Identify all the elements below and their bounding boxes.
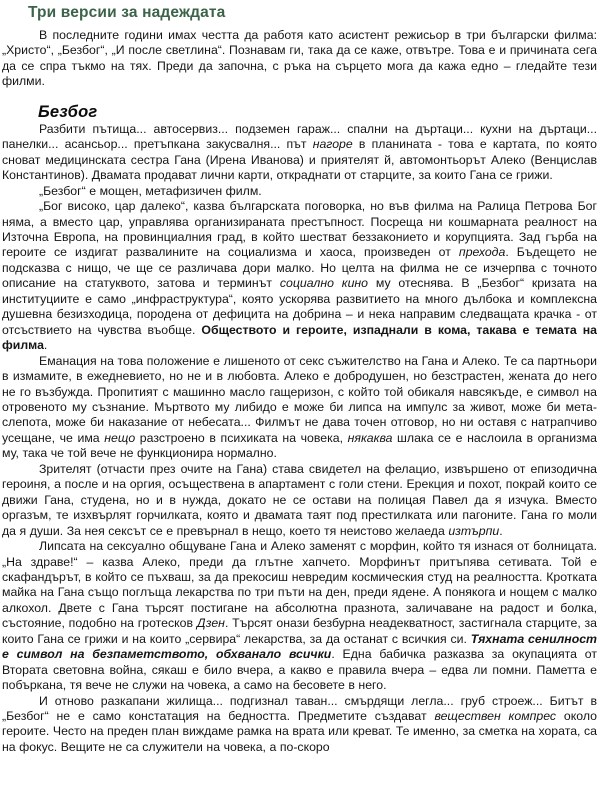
text-run: Зрителят (отчасти през очите на Гана) става свидетел на фелацио, извършено от епизодична героиня, а после и на оргия, осъществена в апартамент с голи стени. Ерекция и похот, покрай които се движи Гана, студена, но и в нужда, докато не се остави на полицая Павел да я изчука. Вместо оргазъм, те изхвърлят горчилката, която и двамата таят под престилката или пагоните. Гана го моли да я души. За нея сексът се е превърнал в нещо, което тя неистово желаеда <box>2 461 597 538</box>
paragraph-bezbog-5 <box>2 462 597 539</box>
text-run: . <box>499 523 503 538</box>
emphasis-veshtestven-kompres: веществен компрес <box>434 709 557 724</box>
emphasis-prehoda: прехода <box>458 245 506 260</box>
page-title: Три версии за надеждата <box>28 4 226 21</box>
paragraph-bezbog-1 <box>2 122 597 184</box>
text-run: Разбити пътища... автосервиз... подземен гараж... спални на дъртаци... кухни на дъртаци... панелки... асансьор... претъпкана закусвалня... път <box>2 121 597 152</box>
emphasis-nyakakva: някаква <box>347 430 393 445</box>
text-run: Еманация на това положение е лишеното от секс съжителство на Гана и Алеко. Те са партньори в измамите, в ежедневието, но не и в любовта. Алеко е добродушен, но безстрастен, жената до него не го възбужда. Пропитият с машинно масло гащеризон, с който той обикаля навсякъде, е символ на отровеното му съзнание. Мъртвото му либидо е може би липса на импулс за живот, може би мета-слепота, може би наказание от небесата... Филмът не дава точен отговор, но ни оставя с натрапчиво усещане, че има <box>2 353 597 445</box>
text-run: шлака се е наслоила в организма му, така че той вече не функционира нормално. <box>2 430 598 461</box>
text-run: . <box>43 338 48 353</box>
paragraph-bezbog-3 <box>2 199 597 354</box>
emphasis-socialno-kino: социално кино <box>279 276 369 291</box>
paragraph-bezbog-4 <box>2 354 597 462</box>
strong-emphasis-senilnost: Тяхната сенилност е символ на безпаметството, обхванало всички <box>2 631 597 662</box>
section-heading-bezbog: Безбог <box>38 102 98 121</box>
text-run: в планината - това е картата, по която сноват медицинската сестра Гана (Ирена Иванова) и приятелят й, автомонтьорът Алеко (Венцислав Константинов). Двамата продават лични карти, откраднати от старците, за които Гана се грижи. <box>2 137 598 183</box>
paragraph-bezbog-6 <box>2 539 597 694</box>
emphasis-iztarpi: изтърпи <box>448 523 500 538</box>
text-run: Липсата на сексуално общуване Гана и Алеко заменят с морфин, който тя изнася от болницата. „На здраве!“ – казва Алеко, преди да глътне хапчето. Морфинът притъпява сетивата. Той е скафандърът, в който се пъхваш, за да прекосиш невредим космическия студ на реалността. Кротката майка на Гана също поглъща лекарства по три пъти на ден, преди ядене. А понякога и нощем с малко алкохол. Двете с Гана търсят постигане на абсолютна празнота, заличаване на радост и болка, състояние, подобно на гротесков <box>2 539 597 631</box>
text-run: . Бъдещето не подсказва с нищо, че ще се различава дори малко. Но целта на филма не се изчерпва с точното описание на статуквото, затова и терминът <box>2 245 597 291</box>
text-run: . Една бабичка разказва за окупацията от Втората световна война, сякаш е било вчера, а какво е правила вчера – едва ли помни. Паметта е побъркана, тя вече не служи на човека, а само на бесовете в него. <box>2 647 597 693</box>
paragraph-bezbog-7 <box>2 694 597 756</box>
text-run: „Безбог“ е мощен, метафизичен филм. <box>39 183 262 198</box>
emphasis-dzen: Дзен <box>196 616 225 631</box>
text-run: му отеснява. В „Безбог“ кризата на институциите е само „инфраструктура“, която ускорява развитието на много дълбока и комплексна душевна безизходица, породена от дефицита на добрина – и нека направим следващата крачка - от отсъствието на чувства въобще. <box>2 276 597 337</box>
text-run: . Търсят онази безбурна неадекватност, застигнала старците, за които Гана се грижи и на които „сервира“ лекарства, за да останат с всичкия си. <box>2 616 597 646</box>
paragraph-bezbog-2 <box>2 184 597 199</box>
emphasis-nagore: нагоре <box>312 137 353 152</box>
title-spacer <box>2 21 597 28</box>
text-run: „Бог високо, цар далеко“, казва българската поговорка, но във филма на Ралица Петрова Бог няма, а вместо цар, управлява организираната престъпност. Посреща ни кошмарната реалност на Източна Европа, на провинциалния град, в който шестват беззаконието и корупцията. Зад гърба на героите се издигат развалините на социализма и хаоса, произведен от <box>2 199 597 260</box>
intro-text: В последните години имах честта да работя като асистент режисьор в три български филма: „Христо“, „Безбог“, „И после светлина“. Познавам ги, така да се каже, отвътре. Това е и причината сега да се спра тъкмо на тях. Преди да започна, с ръка на сърцето мога да кажа едно – гледайте тези филми. <box>2 28 597 89</box>
text-run: разстроено в психиката на човека, <box>135 430 348 445</box>
emphasis-neshto: нещо <box>104 430 136 445</box>
text-run: около героите. Често на преден план виждаме рамка на врата или креват. Те именно, за сметка на хората, са на фокус. Вещите не са служители на човека, а по-скоро <box>2 709 597 754</box>
strong-tema-na-filma: Обществото и героите, изпаднали в кома, такава е темата на филма <box>2 322 597 353</box>
text-run: И отново разкапани жилища... подгизнал таван... смърдящи легла... груб строеж... Битът в „Безбог“ не е само констатация на бедността. Предметите създават <box>2 693 597 724</box>
paragraph-intro <box>2 28 597 90</box>
